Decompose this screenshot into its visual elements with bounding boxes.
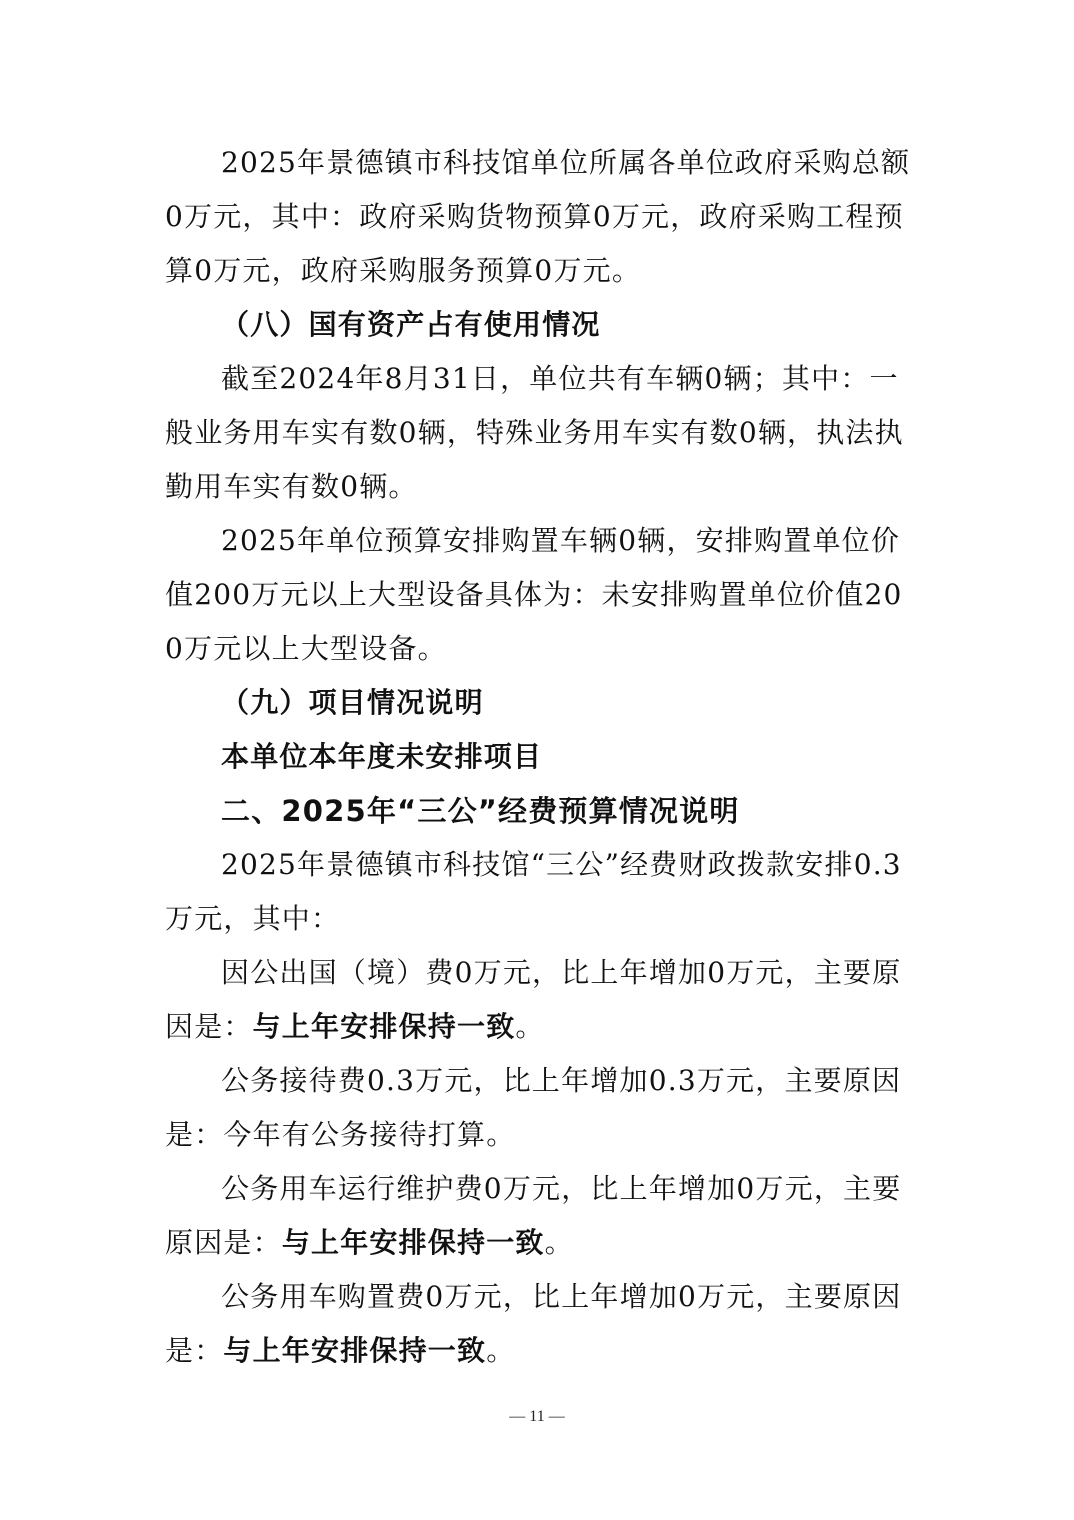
page-number: — 11 — (509, 1408, 565, 1425)
paragraph-no-projects: 本单位本年度未安排项目 (221, 740, 543, 773)
vehicle-purchase-text: 公务用车购置费0万元，比上年增加0万元，主要原因是： (165, 1280, 902, 1367)
heading-state-assets: （八）国有资产占有使用情况 (221, 308, 601, 341)
heading-three-public-expenses: 二、2025年“三公”经费预算情况说明 (221, 794, 740, 828)
vehicle-purchase-end: 。 (486, 1334, 516, 1367)
overseas-travel-text: 因公出国（境）费0万元，比上年增加0万元，主要原因是： (165, 956, 902, 1043)
paragraph-equipment: 2025年单位预算安排购置车辆0辆，安排购置单位价值200万元以上大型设备具体为：未安排购置单位价值200万元以上大型设备。 (165, 524, 903, 665)
paragraph-vehicles: 截至2024年8月31日，单位共有车辆0辆；其中：一般业务用车实有数0辆，特殊业务用车实有数0辆，执法执勤用车实有数0辆。 (165, 362, 904, 503)
paragraph-procurement: 2025年景德镇市科技馆单位所属各单位政府采购总额0万元，其中：政府采购货物预算0万元，政府采购工程预算0万元，政府采购服务预算0万元。 (165, 146, 911, 287)
paragraph-vehicle-purchase (165, 1270, 912, 1378)
overseas-travel-reason: 与上年安排保持一致 (252, 1010, 516, 1043)
heading-projects: （九）项目情况说明 (221, 686, 484, 719)
vehicle-purchase-reason: 与上年安排保持一致 (223, 1334, 487, 1367)
paragraph-reception: 公务接待费0.3万元，比上年增加0.3万元，主要原因是：今年有公务接待打算。 (165, 1064, 902, 1151)
overseas-travel-end: 。 (515, 1010, 545, 1043)
paragraph-overseas-travel (165, 946, 912, 1054)
paragraph-three-public-total: 2025年景德镇市科技馆“三公”经费财政拨款安排0.3万元，其中： (165, 848, 902, 935)
vehicle-maintenance-end: 。 (544, 1226, 574, 1259)
vehicle-maintenance-text: 公务用车运行维护费0万元，比上年增加0万元，主要原因是： (165, 1172, 902, 1259)
vehicle-maintenance-reason: 与上年安排保持一致 (281, 1226, 545, 1259)
paragraph-vehicle-maintenance (165, 1162, 912, 1270)
